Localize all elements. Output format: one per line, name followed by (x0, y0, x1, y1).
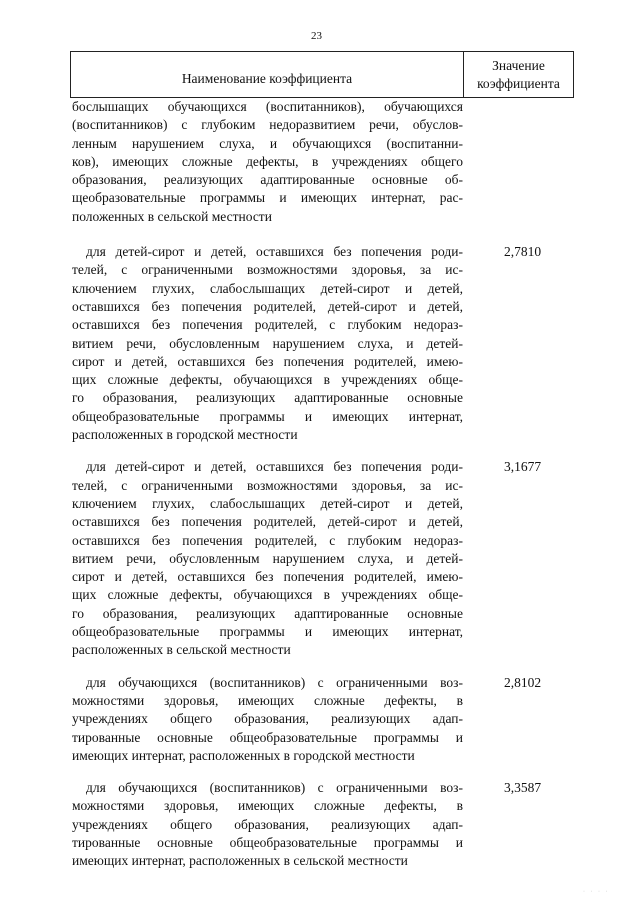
coefficient-table (70, 51, 574, 885)
description-line: го образования, реализующих адаптированные основные (72, 605, 463, 621)
description-line: для обучающихся (воспитанников) с ограниченными воз- (86, 780, 463, 796)
description-line: можностями здоровья, имеющих сложные дефекты, в (72, 798, 463, 814)
coefficient-description (70, 243, 463, 444)
description-line: для обучающихся (воспитанников) с ограниченными воз- (86, 674, 463, 690)
coefficient-description (70, 674, 463, 765)
table-row (70, 458, 574, 659)
description-line: оставшихся без попечения родителей, с глубоким недораз- (72, 317, 463, 333)
description-line: щих сложные дефекты, обучающихся в учреждениях обще- (72, 372, 463, 388)
page-number: 23 (311, 30, 322, 42)
description-line: (воспитанников) с глубоким недоразвитием речи, обуслов- (72, 117, 463, 133)
coefficient-value: 2,8102 (503, 674, 542, 690)
description-line: щеобразовательные программы и имеющих интернат, рас- (72, 190, 463, 206)
description-line: положенных в сельской местности (72, 208, 272, 224)
description-line: оставшихся без попечения родителей, детей-сирот и детей, (72, 298, 463, 314)
description-line: телей, с ограниченными возможностями здоровья, за ис- (72, 262, 463, 278)
description-line: расположенных в сельской местности (72, 642, 291, 658)
description-line: щих сложные дефекты, обучающихся в учреждениях обще- (72, 587, 463, 603)
scan-artifact: · · · · (583, 889, 610, 895)
description-line: ков), имеющих сложные дефекты, в учреждениях общего (72, 153, 463, 169)
description-line: телей, с ограниченными возможностями здоровья, за ис- (72, 477, 463, 493)
description-line: тированные основные общеобразовательные программы и (72, 729, 463, 745)
description-line: витием речи, обусловленным нарушением слуха, и детей- (72, 550, 463, 566)
coefficient-value (463, 98, 574, 226)
description-line: можностями здоровья, имеющих сложные дефекты, в (72, 692, 463, 708)
description-line: ленным нарушением слуха, и обучающихся (воспитанни- (72, 135, 463, 151)
table-row (70, 98, 574, 226)
coefficient-value: 3,3587 (503, 780, 542, 796)
coefficient-value: 2,7810 (503, 244, 542, 260)
header-value-line2: коэффициента (477, 75, 560, 91)
description-line: для детей-сирот и детей, оставшихся без попечения роди- (86, 459, 463, 475)
coefficient-description (70, 458, 463, 659)
description-line: расположенных в городской местности (72, 427, 298, 443)
description-line: оставшихся без попечения родителей, с глубоким недораз- (72, 532, 463, 548)
description-line: го образования, реализующих адаптированные основные (72, 390, 463, 406)
description-line: учреждениях общего образования, реализующих адап- (72, 816, 463, 832)
description-line: учреждениях общего образования, реализующих адап- (72, 711, 463, 727)
description-line: сирот и детей, оставшихся без попечения родителей, имею- (72, 353, 463, 369)
description-line: оставшихся без попечения родителей, детей-сирот и детей, (72, 514, 463, 530)
description-line: ключением глухих, слабослышащих детей-сирот и детей, (72, 495, 463, 511)
table-row (70, 779, 574, 870)
description-line: сирот и детей, оставшихся без попечения родителей, имею- (72, 569, 463, 585)
table-header (70, 51, 574, 98)
description-line: имеющих интернат, расположенных в городской местности (72, 747, 415, 763)
description-line: витием речи, обусловленным нарушением слуха, и детей- (72, 335, 463, 351)
description-line: ключением глухих, слабослышащих детей-сирот и детей, (72, 280, 463, 296)
description-line: для детей-сирот и детей, оставшихся без попечения роди- (86, 244, 463, 260)
description-line: тированные основные общеобразовательные программы и (72, 834, 463, 850)
header-coefficient-name: Наименование коэффициента (71, 52, 464, 97)
description-line: имеющих интернат, расположенных в сельской местности (72, 853, 408, 869)
description-line: образования, реализующих адаптированные основные об- (72, 172, 463, 188)
table-body (70, 98, 574, 871)
description-line: бослышащих обучающихся (воспитанников), обучающихся (72, 99, 463, 114)
description-line: общеобразовательные программы и имеющих интернат, (72, 408, 463, 424)
table-row (70, 674, 574, 765)
coefficient-value: 3,1677 (503, 459, 542, 475)
coefficient-description (70, 779, 463, 870)
header-value-line1: Значение (492, 57, 545, 73)
description-line: общеобразовательные программы и имеющих интернат, (72, 624, 463, 640)
header-coefficient-value (464, 52, 573, 97)
coefficient-description (70, 98, 463, 226)
table-row (70, 243, 574, 444)
